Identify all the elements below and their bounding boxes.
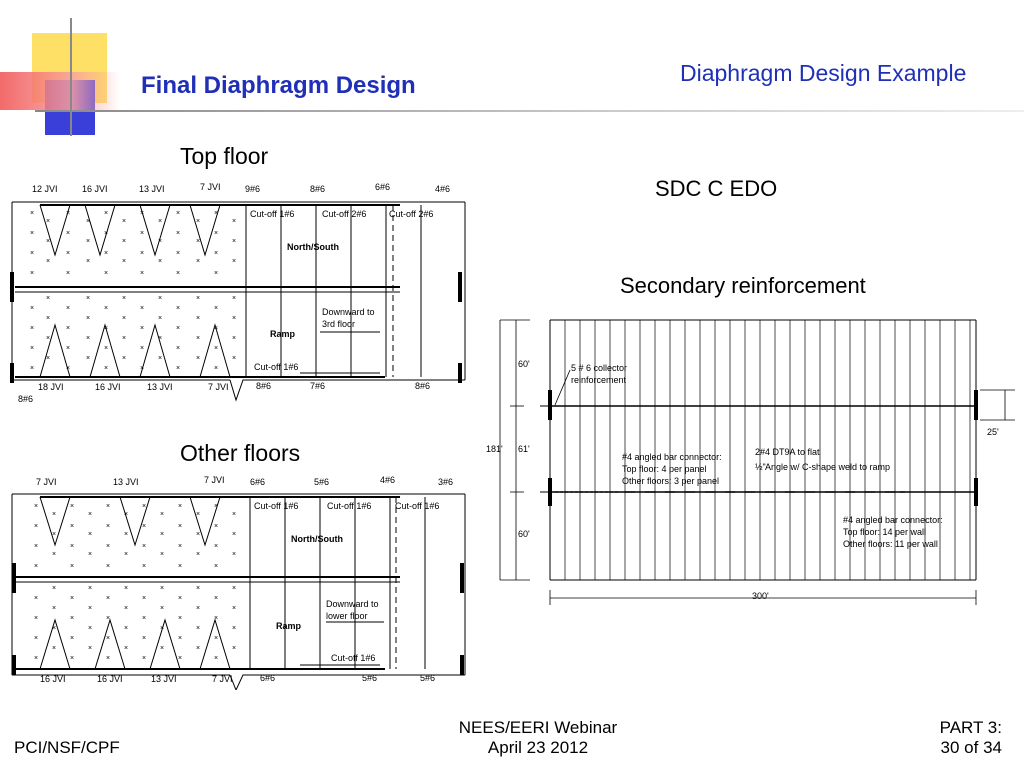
svg-text:×: × bbox=[178, 635, 183, 642]
svg-text:×: × bbox=[88, 531, 93, 538]
svg-text:×: × bbox=[66, 230, 71, 237]
svg-text:×: × bbox=[88, 551, 93, 558]
of-bottom-label: 7 JVI bbox=[212, 674, 233, 684]
of-top-label: 6#6 bbox=[250, 477, 266, 487]
tf-top-label: 7 JVI bbox=[200, 182, 221, 192]
svg-text:×: × bbox=[158, 258, 163, 265]
svg-text:×: × bbox=[34, 615, 39, 622]
footer-center-line: April 23 2012 bbox=[487, 738, 589, 757]
svg-text:×: × bbox=[232, 295, 237, 302]
svg-text:×: × bbox=[52, 551, 57, 558]
svg-text:×: × bbox=[124, 551, 129, 558]
svg-text:×: × bbox=[160, 625, 165, 632]
svg-text:×: × bbox=[160, 605, 165, 612]
svg-text:×: × bbox=[142, 635, 147, 642]
svg-text:×: × bbox=[178, 595, 183, 602]
svg-text:×: × bbox=[46, 315, 51, 322]
svg-text:×: × bbox=[196, 258, 201, 265]
svg-text:×: × bbox=[34, 655, 39, 662]
dim-181: 181' bbox=[486, 444, 503, 454]
dim-60-top: 60' bbox=[518, 359, 530, 369]
svg-text:×: × bbox=[52, 585, 57, 592]
svg-text:×: × bbox=[214, 365, 219, 372]
svg-text:×: × bbox=[140, 345, 145, 352]
angled-connector-note: #4 angled bar connector: bbox=[622, 452, 722, 462]
svg-text:×: × bbox=[140, 325, 145, 332]
tf-bottom-cutoff: Cut-off 1#6 bbox=[254, 362, 299, 372]
svg-text:×: × bbox=[214, 250, 219, 257]
footer-center-line: NEES/EERI Webinar bbox=[458, 718, 618, 737]
tf-top-label: 13 JVI bbox=[139, 184, 165, 194]
svg-text:×: × bbox=[214, 543, 219, 550]
svg-text:×: × bbox=[196, 315, 201, 322]
svg-text:×: × bbox=[86, 238, 91, 245]
svg-text:×: × bbox=[214, 615, 219, 622]
secondary-reinforcement-plan bbox=[480, 310, 1024, 610]
svg-text:×: × bbox=[52, 531, 57, 538]
svg-text:×: × bbox=[140, 250, 145, 257]
svg-text:×: × bbox=[158, 218, 163, 225]
collector-note: reinforcement bbox=[571, 375, 627, 385]
svg-text:×: × bbox=[122, 295, 127, 302]
of-top-label: 3#6 bbox=[438, 477, 454, 487]
svg-text:×: × bbox=[158, 335, 163, 342]
svg-text:×: × bbox=[106, 543, 111, 550]
of-top-label: 5#6 bbox=[314, 477, 330, 487]
svg-text:×: × bbox=[178, 543, 183, 550]
svg-text:×: × bbox=[196, 238, 201, 245]
svg-text:×: × bbox=[104, 230, 109, 237]
svg-text:×: × bbox=[70, 543, 75, 550]
svg-text:×: × bbox=[66, 305, 71, 312]
svg-text:×: × bbox=[232, 238, 237, 245]
svg-text:×: × bbox=[158, 355, 163, 362]
svg-text:×: × bbox=[158, 295, 163, 302]
tf-top-label: 6#6 bbox=[375, 182, 391, 192]
svg-text:×: × bbox=[34, 543, 39, 550]
logo-vertical-line bbox=[70, 18, 72, 136]
svg-text:×: × bbox=[140, 230, 145, 237]
svg-text:×: × bbox=[30, 210, 35, 217]
svg-text:×: × bbox=[214, 230, 219, 237]
svg-text:×: × bbox=[104, 325, 109, 332]
svg-text:×: × bbox=[122, 355, 127, 362]
angled-wall-note: Top floor: 14 per wall bbox=[843, 527, 927, 537]
angled-connector-note: Top floor: 4 per panel bbox=[622, 464, 707, 474]
angled-connector-note: Other floors: 3 per panel bbox=[622, 476, 720, 486]
angled-wall-note: Other floors: 11 per wall bbox=[843, 539, 938, 549]
tf-cutoff: Cut-off 2#6 bbox=[322, 209, 367, 219]
svg-text:×: × bbox=[178, 563, 183, 570]
svg-text:×: × bbox=[104, 270, 109, 277]
footer-right-line: 30 of 34 bbox=[940, 738, 1002, 757]
svg-text:×: × bbox=[214, 305, 219, 312]
svg-text:×: × bbox=[70, 635, 75, 642]
svg-text:×: × bbox=[122, 335, 127, 342]
svg-text:×: × bbox=[232, 551, 237, 558]
svg-text:×: × bbox=[34, 503, 39, 510]
svg-text:×: × bbox=[30, 270, 35, 277]
tf-top-label: 4#6 bbox=[435, 184, 451, 194]
svg-text:×: × bbox=[30, 325, 35, 332]
tf-bottom-label: 7 JVI bbox=[208, 382, 229, 392]
of-bottom-label: 5#6 bbox=[420, 673, 436, 683]
svg-text:×: × bbox=[196, 295, 201, 302]
dim-61: 61' bbox=[518, 444, 530, 454]
svg-text:×: × bbox=[70, 563, 75, 570]
footer-center bbox=[438, 718, 638, 758]
svg-text:×: × bbox=[160, 645, 165, 652]
svg-text:×: × bbox=[106, 635, 111, 642]
svg-text:×: × bbox=[232, 355, 237, 362]
svg-text:×: × bbox=[104, 345, 109, 352]
dt9a-fraction: ½" bbox=[755, 462, 766, 472]
footer-right bbox=[926, 718, 1002, 758]
svg-text:×: × bbox=[196, 551, 201, 558]
other-floors-title: Other floors bbox=[180, 440, 301, 466]
svg-text:×: × bbox=[106, 595, 111, 602]
svg-text:×: × bbox=[122, 218, 127, 225]
svg-text:×: × bbox=[142, 655, 147, 662]
svg-text:×: × bbox=[104, 210, 109, 217]
svg-text:×: × bbox=[140, 365, 145, 372]
svg-text:×: × bbox=[214, 595, 219, 602]
svg-text:×: × bbox=[232, 511, 237, 518]
svg-text:×: × bbox=[52, 625, 57, 632]
svg-text:×: × bbox=[104, 305, 109, 312]
svg-text:×: × bbox=[66, 210, 71, 217]
svg-text:×: × bbox=[178, 503, 183, 510]
svg-text:×: × bbox=[176, 305, 181, 312]
svg-text:×: × bbox=[196, 585, 201, 592]
svg-text:×: × bbox=[176, 230, 181, 237]
svg-text:×: × bbox=[232, 335, 237, 342]
tf-cutoff: Cut-off 2#6 bbox=[389, 209, 434, 219]
tf-top-label: 8#6 bbox=[310, 184, 326, 194]
of-cutoff: Cut-off 1#6 bbox=[327, 501, 372, 511]
svg-text:×: × bbox=[160, 585, 165, 592]
svg-text:×: × bbox=[158, 315, 163, 322]
svg-text:×: × bbox=[196, 355, 201, 362]
logo-red-bar bbox=[0, 72, 120, 110]
of-cutoff: Cut-off 1#6 bbox=[254, 501, 299, 511]
tf-bottom-label: 18 JVI bbox=[38, 382, 64, 392]
of-top-label: 4#6 bbox=[380, 475, 396, 485]
svg-text:×: × bbox=[178, 655, 183, 662]
svg-text:×: × bbox=[106, 655, 111, 662]
svg-text:×: × bbox=[140, 210, 145, 217]
of-bottom-label: 5#6 bbox=[362, 673, 378, 683]
svg-text:×: × bbox=[122, 238, 127, 245]
svg-text:×: × bbox=[196, 218, 201, 225]
svg-text:×: × bbox=[160, 551, 165, 558]
top-floor-title: Top floor bbox=[180, 143, 269, 169]
tf-cutoff: Cut-off 1#6 bbox=[250, 209, 295, 219]
svg-text:×: × bbox=[232, 315, 237, 322]
svg-text:×: × bbox=[232, 625, 237, 632]
svg-text:×: × bbox=[106, 615, 111, 622]
svg-text:×: × bbox=[160, 531, 165, 538]
svg-text:×: × bbox=[196, 645, 201, 652]
tf-north-south: North/South bbox=[287, 242, 339, 252]
footer-left: PCI/NSF/CPF bbox=[14, 738, 120, 757]
dt9a-note: Angle w/ C-shape weld to ramp bbox=[765, 462, 891, 472]
svg-text:×: × bbox=[30, 250, 35, 257]
dim-60-bottom: 60' bbox=[518, 529, 530, 539]
svg-text:×: × bbox=[196, 605, 201, 612]
svg-text:×: × bbox=[214, 523, 219, 530]
of-top-label: 7 JVI bbox=[36, 477, 57, 487]
svg-text:×: × bbox=[124, 531, 129, 538]
svg-text:×: × bbox=[196, 531, 201, 538]
svg-text:×: × bbox=[104, 365, 109, 372]
svg-text:×: × bbox=[30, 230, 35, 237]
svg-text:×: × bbox=[46, 335, 51, 342]
svg-text:×: × bbox=[196, 511, 201, 518]
svg-text:×: × bbox=[176, 210, 181, 217]
svg-text:×: × bbox=[160, 511, 165, 518]
tf-ramp: Ramp bbox=[270, 329, 296, 339]
svg-text:×: × bbox=[178, 523, 183, 530]
of-bottom-label: 6#6 bbox=[260, 673, 276, 683]
svg-text:×: × bbox=[86, 295, 91, 302]
svg-text:×: × bbox=[30, 305, 35, 312]
of-cutoff: Cut-off 1#6 bbox=[395, 501, 440, 511]
svg-text:×: × bbox=[66, 345, 71, 352]
dim-25: 25' bbox=[987, 427, 999, 437]
svg-text:×: × bbox=[70, 595, 75, 602]
svg-text:×: × bbox=[214, 503, 219, 510]
svg-text:×: × bbox=[46, 295, 51, 302]
svg-text:×: × bbox=[142, 523, 147, 530]
svg-text:×: × bbox=[46, 258, 51, 265]
svg-text:×: × bbox=[196, 335, 201, 342]
svg-text:×: × bbox=[34, 635, 39, 642]
svg-text:×: × bbox=[124, 645, 129, 652]
top-floor-plan bbox=[0, 175, 480, 420]
svg-text:×: × bbox=[88, 625, 93, 632]
svg-text:×: × bbox=[142, 503, 147, 510]
svg-text:×: × bbox=[86, 218, 91, 225]
svg-text:×: × bbox=[106, 503, 111, 510]
other-floors-plan bbox=[0, 470, 480, 690]
svg-text:×: × bbox=[52, 605, 57, 612]
svg-text:×: × bbox=[124, 585, 129, 592]
svg-text:×: × bbox=[142, 543, 147, 550]
svg-text:×: × bbox=[70, 523, 75, 530]
svg-text:×: × bbox=[52, 511, 57, 518]
svg-text:×: × bbox=[196, 625, 201, 632]
svg-text:×: × bbox=[232, 258, 237, 265]
tf-bottom-label: 16 JVI bbox=[95, 382, 121, 392]
svg-text:×: × bbox=[88, 605, 93, 612]
tf-bottom-label: 8#6 bbox=[256, 381, 272, 391]
svg-text:×: × bbox=[34, 595, 39, 602]
svg-text:×: × bbox=[142, 563, 147, 570]
svg-text:×: × bbox=[104, 250, 109, 257]
tf-bottom-label: 7#6 bbox=[310, 381, 326, 391]
svg-text:×: × bbox=[86, 258, 91, 265]
svg-text:×: × bbox=[66, 325, 71, 332]
svg-text:×: × bbox=[158, 238, 163, 245]
of-downward: lower floor bbox=[326, 611, 368, 621]
svg-text:×: × bbox=[176, 270, 181, 277]
slide-title: Final Diaphragm Design bbox=[141, 72, 416, 99]
svg-text:×: × bbox=[178, 615, 183, 622]
svg-text:×: × bbox=[232, 645, 237, 652]
svg-text:×: × bbox=[70, 503, 75, 510]
tf-top-label: 12 JVI bbox=[32, 184, 58, 194]
svg-text:×: × bbox=[124, 605, 129, 612]
of-top-label: 13 JVI bbox=[113, 477, 139, 487]
svg-text:×: × bbox=[46, 355, 51, 362]
tf-left-label: 8#6 bbox=[18, 394, 34, 404]
of-north-south: North/South bbox=[291, 534, 343, 544]
of-top-label: 7 JVI bbox=[204, 475, 225, 485]
tf-bottom-label: 8#6 bbox=[415, 381, 431, 391]
svg-text:×: × bbox=[30, 365, 35, 372]
svg-text:×: × bbox=[176, 325, 181, 332]
svg-text:×: × bbox=[70, 655, 75, 662]
dim-300: 300' bbox=[752, 591, 769, 601]
svg-text:×: × bbox=[86, 355, 91, 362]
svg-text:×: × bbox=[106, 523, 111, 530]
svg-text:×: × bbox=[86, 315, 91, 322]
logo-horizontal-line bbox=[35, 110, 1024, 112]
svg-text:×: × bbox=[214, 210, 219, 217]
collector-note: 5 # 6 collector bbox=[571, 363, 628, 373]
svg-text:×: × bbox=[122, 315, 127, 322]
svg-text:×: × bbox=[142, 595, 147, 602]
svg-text:×: × bbox=[34, 563, 39, 570]
svg-text:×: × bbox=[66, 270, 71, 277]
svg-text:×: × bbox=[106, 563, 111, 570]
svg-text:×: × bbox=[214, 345, 219, 352]
svg-text:×: × bbox=[176, 365, 181, 372]
of-bottom-label: 16 JVI bbox=[97, 674, 123, 684]
svg-text:×: × bbox=[232, 531, 237, 538]
svg-text:×: × bbox=[142, 615, 147, 622]
svg-text:×: × bbox=[124, 511, 129, 518]
of-bottom-label: 16 JVI bbox=[40, 674, 66, 684]
tf-downward: Downward to bbox=[322, 307, 375, 317]
svg-text:×: × bbox=[70, 615, 75, 622]
footer-right-line: PART 3: bbox=[939, 718, 1002, 737]
svg-text:×: × bbox=[66, 250, 71, 257]
svg-text:×: × bbox=[232, 218, 237, 225]
svg-text:×: × bbox=[214, 270, 219, 277]
svg-text:×: × bbox=[34, 523, 39, 530]
of-bottom-cutoff: Cut-off 1#6 bbox=[331, 653, 376, 663]
svg-text:×: × bbox=[214, 325, 219, 332]
svg-text:×: × bbox=[232, 585, 237, 592]
svg-text:×: × bbox=[176, 250, 181, 257]
svg-text:×: × bbox=[88, 511, 93, 518]
dt9a-note: 2#4 DT9A to flat bbox=[755, 447, 820, 457]
svg-text:×: × bbox=[46, 238, 51, 245]
svg-text:×: × bbox=[66, 365, 71, 372]
svg-text:×: × bbox=[52, 645, 57, 652]
tf-bottom-label: 13 JVI bbox=[147, 382, 173, 392]
tf-top-label: 16 JVI bbox=[82, 184, 108, 194]
svg-text:×: × bbox=[86, 335, 91, 342]
svg-text:×: × bbox=[88, 645, 93, 652]
svg-text:×: × bbox=[140, 270, 145, 277]
svg-text:×: × bbox=[140, 305, 145, 312]
secondary-reinforcement-label: Secondary reinforcement bbox=[620, 273, 866, 298]
svg-text:×: × bbox=[176, 345, 181, 352]
svg-text:×: × bbox=[232, 605, 237, 612]
svg-text:×: × bbox=[88, 585, 93, 592]
section-title: Diaphragm Design Example bbox=[680, 60, 967, 86]
sdc-label: SDC C EDO bbox=[655, 176, 778, 201]
svg-text:×: × bbox=[122, 258, 127, 265]
svg-text:×: × bbox=[214, 655, 219, 662]
of-downward: Downward to bbox=[326, 599, 379, 609]
svg-text:×: × bbox=[124, 625, 129, 632]
of-bottom-label: 13 JVI bbox=[151, 674, 177, 684]
tf-top-label: 9#6 bbox=[245, 184, 261, 194]
angled-wall-note: #4 angled bar connector: bbox=[843, 515, 943, 525]
tf-downward: 3rd floor bbox=[322, 319, 356, 329]
svg-text:×: × bbox=[30, 345, 35, 352]
svg-text:×: × bbox=[46, 218, 51, 225]
svg-text:×: × bbox=[214, 563, 219, 570]
svg-text:×: × bbox=[214, 635, 219, 642]
of-ramp: Ramp bbox=[276, 621, 302, 631]
